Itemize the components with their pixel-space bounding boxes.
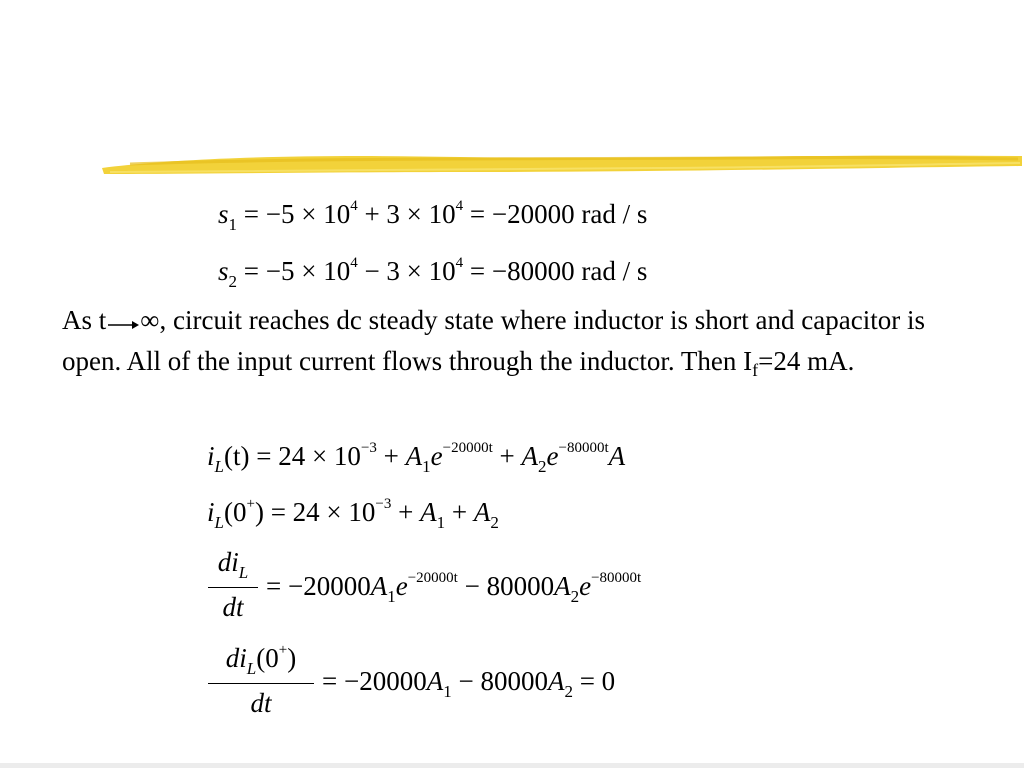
term: = 24 × 10 — [249, 441, 361, 471]
var-A: A — [405, 441, 423, 471]
argument: (t) — [223, 441, 250, 471]
term: = −5 × 10 — [237, 256, 351, 286]
equation-iL-0 — [207, 496, 499, 533]
argument: (0 — [256, 643, 279, 673]
term: = −20000 — [322, 666, 427, 696]
subscript: 2 — [490, 513, 499, 532]
argument-end: ) — [287, 643, 297, 673]
numerator: di — [225, 643, 247, 673]
exponent: 4 — [455, 255, 464, 271]
var-s: s — [218, 199, 229, 229]
var-e: e — [395, 571, 408, 601]
subscript: 1 — [436, 513, 446, 532]
subscript-L: L — [246, 659, 257, 678]
equation-s2 — [218, 255, 647, 292]
right-arrow-icon — [106, 318, 140, 332]
subscript: 2 — [570, 587, 580, 606]
equation-diL0-dt — [322, 666, 615, 702]
plus: + — [391, 497, 421, 527]
unit: A — [608, 441, 626, 471]
var-i: i — [207, 441, 215, 471]
term: = −5 × 10 — [237, 199, 351, 229]
subscript: 1 — [443, 682, 452, 701]
fraction-diL0-dt — [208, 642, 314, 719]
subscript-L: L — [214, 457, 224, 476]
argument: (0 — [223, 497, 247, 527]
term: = −20000 — [266, 571, 371, 601]
explanation-paragraph — [62, 300, 962, 391]
subscript: 1 — [228, 215, 238, 234]
var-i: i — [207, 497, 215, 527]
fraction-bar — [208, 587, 258, 588]
var-e: e — [546, 441, 559, 471]
subscript: 1 — [422, 457, 431, 476]
var-A: A — [521, 441, 538, 471]
result: = −80000 rad / s — [463, 256, 648, 286]
var-A: A — [420, 497, 437, 527]
exponent: −80000t — [591, 570, 642, 586]
equation-iL-t — [207, 440, 625, 477]
exponent: 4 — [350, 255, 358, 271]
equation-diL-dt — [266, 570, 641, 607]
highlighter-stroke — [100, 144, 1024, 184]
var-A: A — [473, 497, 491, 527]
fraction-bar — [208, 683, 314, 684]
plus: + — [445, 497, 474, 527]
term: − 80000 — [457, 571, 555, 601]
result: = 0 — [572, 666, 616, 696]
subscript: 1 — [387, 587, 396, 606]
var-A: A — [547, 666, 565, 696]
var-e: e — [579, 571, 592, 601]
exponent: −3 — [375, 496, 392, 512]
superscript: + — [278, 642, 288, 658]
denominator: dt — [250, 688, 272, 718]
subscript: 2 — [564, 682, 573, 701]
subscript-L: L — [214, 513, 224, 532]
plus: + — [376, 441, 406, 471]
var-A: A — [426, 666, 444, 696]
var-s: s — [218, 256, 229, 286]
term: − 80000 — [451, 666, 548, 696]
term: − 3 × 10 — [357, 256, 456, 286]
para-text-start: As t — [62, 305, 107, 335]
fraction-diL-dt — [208, 547, 258, 623]
para-subscript: f — [752, 360, 759, 380]
equation-s1 — [218, 198, 647, 235]
exponent: −20000t — [407, 570, 458, 586]
para-text-end: =24 mA. — [758, 346, 855, 376]
exponent: −20000t — [442, 440, 493, 456]
exponent: 4 — [350, 198, 358, 214]
numerator: di — [217, 547, 239, 577]
bottom-border — [0, 763, 1024, 768]
denominator: dt — [222, 592, 244, 622]
exponent: −3 — [360, 440, 377, 456]
plus: + — [492, 441, 522, 471]
var-e: e — [430, 441, 443, 471]
exponent: 4 — [455, 198, 464, 214]
term: = 24 × 10 — [263, 497, 376, 527]
subscript: 2 — [538, 457, 547, 476]
var-A: A — [554, 571, 571, 601]
exponent: −80000t — [558, 440, 609, 456]
subscript-L: L — [238, 563, 249, 582]
para-text-body: ∞, circuit reaches dc steady state where inductor is short and capacitor is open. All of the input current flows through the inductor. Then I — [62, 305, 925, 376]
result: = −20000 rad / s — [463, 199, 648, 229]
superscript: + — [246, 496, 255, 512]
argument-end: ) — [254, 497, 264, 527]
subscript: 2 — [228, 272, 238, 291]
var-A: A — [370, 571, 388, 601]
term: + 3 × 10 — [357, 199, 456, 229]
